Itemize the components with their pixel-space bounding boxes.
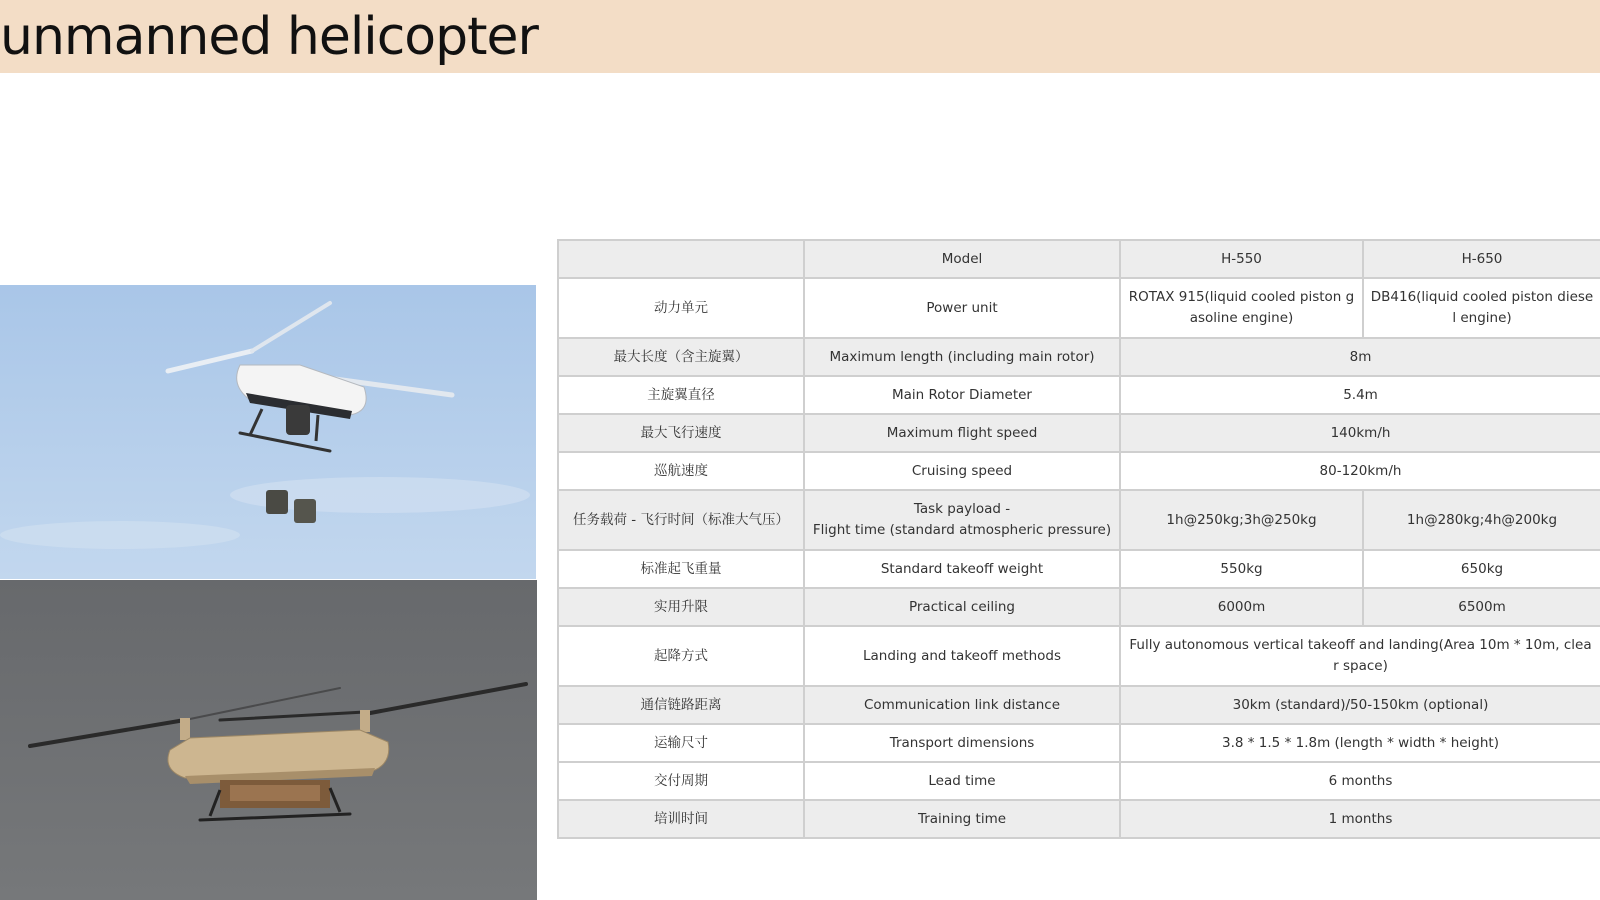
helicopter-tan-image: [0, 580, 537, 900]
value-shared: 80-120km/h: [1120, 452, 1600, 490]
table-row: [558, 376, 1600, 414]
row-label-en: Standard takeoff weight: [804, 550, 1120, 588]
row-label-cn: 标准起飞重量: [558, 550, 804, 588]
row-label-cn: 动力单元: [558, 278, 804, 338]
value-h550: 550kg: [1120, 550, 1363, 588]
value-shared: 30km (standard)/50-150km (optional): [1120, 686, 1600, 724]
value-shared: 1 months: [1120, 800, 1600, 838]
value-h650: DB416(liquid cooled piston diesel engine): [1363, 278, 1600, 338]
table-row: [558, 724, 1600, 762]
row-label-en: Maximum length (including main rotor): [804, 338, 1120, 376]
row-label-en: Practical ceiling: [804, 588, 1120, 626]
header-h650: H-650: [1363, 240, 1600, 278]
row-label-en: Maximum flight speed: [804, 414, 1120, 452]
value-shared: 140km/h: [1120, 414, 1600, 452]
row-label-cn: 主旋翼直径: [558, 376, 804, 414]
row-label-en: Transport dimensions: [804, 724, 1120, 762]
table-row: [558, 278, 1600, 338]
table-header-row: [558, 240, 1600, 278]
value-shared: 3.8 * 1.5 * 1.8m (length * width * height): [1120, 724, 1600, 762]
row-label-en: Communication link distance: [804, 686, 1120, 724]
row-label-cn: 最大飞行速度: [558, 414, 804, 452]
header-model: Model: [804, 240, 1120, 278]
spec-table: [557, 239, 1600, 839]
value-h550: 1h@250kg;3h@250kg: [1120, 490, 1363, 550]
header-h550: H-550: [1120, 240, 1363, 278]
row-label-cn: 实用升限: [558, 588, 804, 626]
table-row: [558, 338, 1600, 376]
helicopter-photo-white: [0, 285, 536, 579]
title-band: [0, 0, 1600, 73]
table-row: [558, 490, 1600, 550]
value-h650: 1h@280kg;4h@200kg: [1363, 490, 1600, 550]
row-label-en: [804, 490, 1120, 550]
table-row: [558, 452, 1600, 490]
row-label-cn: 任务载荷 - 飞行时间（标准大气压）: [558, 490, 804, 550]
row-label-cn: 巡航速度: [558, 452, 804, 490]
value-shared: Fully autonomous vertical takeoff and landing(Area 10m * 10m, clear space): [1120, 626, 1600, 686]
row-label-en-line1: Task payload -: [913, 501, 1011, 517]
row-label-cn: 运输尺寸: [558, 724, 804, 762]
helicopter-white-image: [0, 285, 536, 579]
value-h550: ROTAX 915(liquid cooled piston gasoline engine): [1120, 278, 1363, 338]
header-cn: [558, 240, 804, 278]
row-label-en: Landing and takeoff methods: [804, 626, 1120, 686]
table-row: [558, 588, 1600, 626]
row-label-cn: 交付周期: [558, 762, 804, 800]
value-shared: 6 months: [1120, 762, 1600, 800]
row-label-en: Lead time: [804, 762, 1120, 800]
row-label-en: Main Rotor Diameter: [804, 376, 1120, 414]
table-row: [558, 762, 1600, 800]
page-title: unmanned helicopter: [0, 7, 538, 67]
row-label-en-line2: Flight time (standard atmospheric pressure): [812, 522, 1112, 538]
value-h550: 6000m: [1120, 588, 1363, 626]
value-shared: 8m: [1120, 338, 1600, 376]
row-label-en: Training time: [804, 800, 1120, 838]
row-label-cn: 培训时间: [558, 800, 804, 838]
table-row: [558, 626, 1600, 686]
row-label-cn: 通信链路距离: [558, 686, 804, 724]
value-h650: 650kg: [1363, 550, 1600, 588]
value-shared: 5.4m: [1120, 376, 1600, 414]
row-label-en: Cruising speed: [804, 452, 1120, 490]
row-label-en: Power unit: [804, 278, 1120, 338]
row-label-cn: 最大长度（含主旋翼）: [558, 338, 804, 376]
table-row: [558, 414, 1600, 452]
value-h650: 6500m: [1363, 588, 1600, 626]
helicopter-photo-tan: [0, 580, 537, 900]
table-row: [558, 800, 1600, 838]
table-row: [558, 550, 1600, 588]
table-row: [558, 686, 1600, 724]
row-label-cn: 起降方式: [558, 626, 804, 686]
